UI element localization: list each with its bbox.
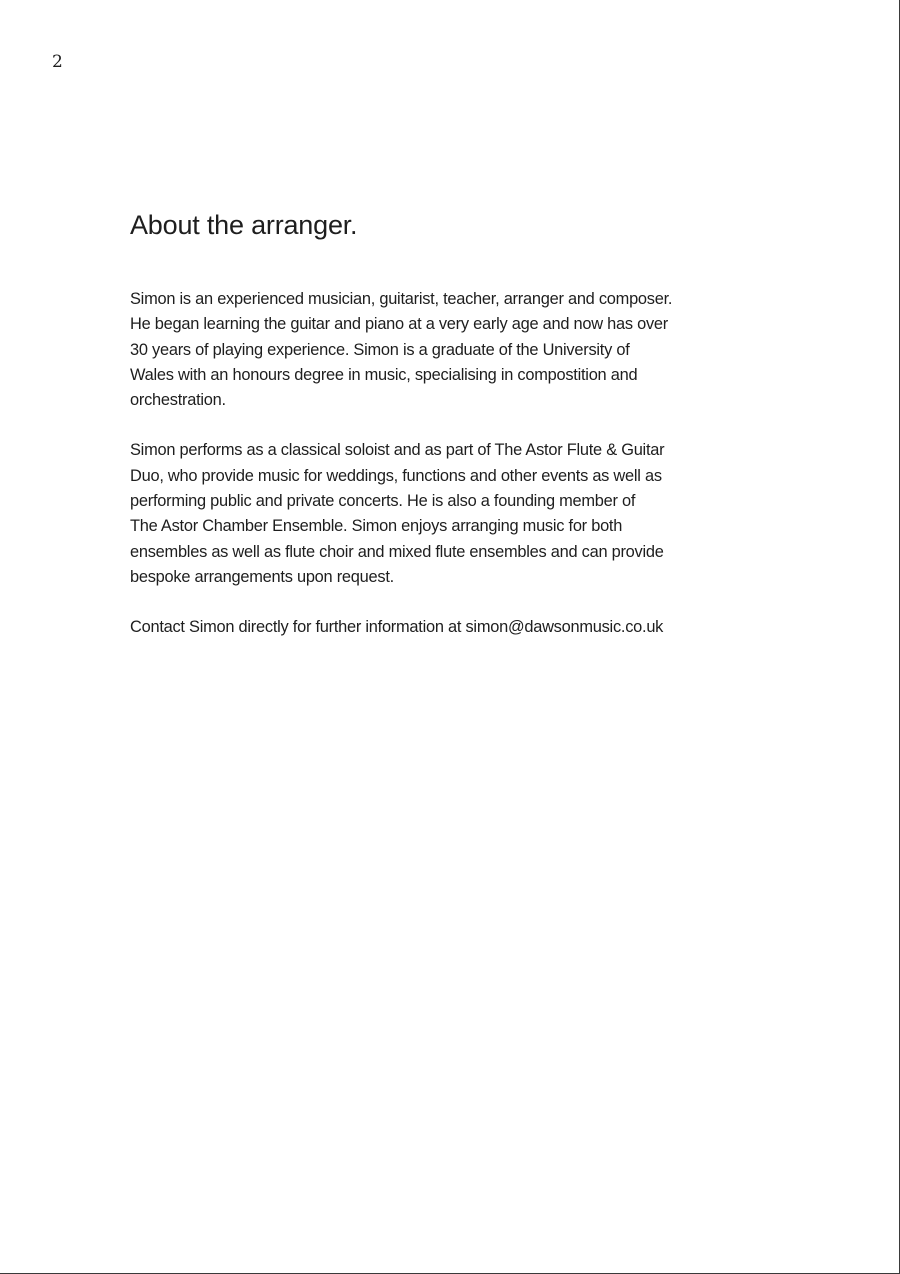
text-line: ensembles as well as flute choir and mixed flute ensembles and can provide <box>130 542 664 561</box>
text-line: orchestration. <box>130 391 226 410</box>
text-line: The Astor Chamber Ensemble. Simon enjoys arranging music for both <box>130 517 623 536</box>
paragraph-biography <box>130 287 790 413</box>
page-heading: About the arranger. <box>130 210 358 240</box>
text-line: Wales with an honours degree in music, specialising in compostition and <box>130 365 638 384</box>
body-text <box>130 287 790 666</box>
text-line: 30 years of playing experience. Simon is a graduate of the University of <box>130 340 630 359</box>
paragraph-contact <box>130 615 790 640</box>
text-line: performing public and private concerts. He is also a founding member of <box>130 492 636 511</box>
text-line: He began learning the guitar and piano at a very early age and now has over <box>130 315 668 334</box>
text-line: Duo, who provide music for weddings, functions and other events as well as <box>130 466 662 485</box>
text-line: Simon performs as a classical soloist and as part of The Astor Flute & Guitar <box>130 441 665 460</box>
contact-line: Contact Simon directly for further information at simon@dawsonmusic.co.uk <box>130 618 664 637</box>
paragraph-performances <box>130 438 790 590</box>
page-number: 2 <box>52 52 63 72</box>
text-line: Simon is an experienced musician, guitarist, teacher, arranger and composer. <box>130 290 673 308</box>
text-line: bespoke arrangements upon request. <box>130 567 394 586</box>
